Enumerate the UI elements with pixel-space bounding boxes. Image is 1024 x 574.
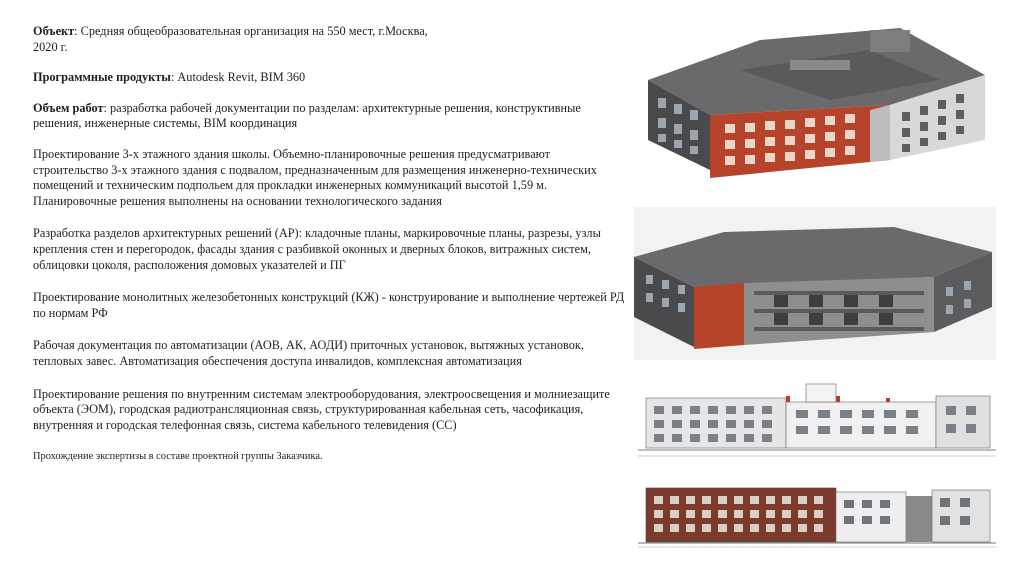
object-year: 2020 г. [33,39,68,54]
software-text: : Autodesk Revit, BIM 360 [170,70,306,85]
bim-model-exterior-image [640,20,992,190]
software-label: Программные продукты [33,70,171,85]
scope-paragraph [33,101,628,132]
building-exterior-illustration [640,20,992,190]
elevation-drawing-image [636,376,998,462]
automation-paragraph: Рабочая документация по автоматизации (АОВ, АК, АОДИ) приточных установок, вытяжных установок, тепловых завес. Автоматизация обеспечения доступа инвалидов, комплексная автоматизация [33,338,584,368]
software-paragraph [33,70,628,86]
colored-elevation-illustration [636,476,998,550]
expertise-note: Прохождение экспертизы в составе проектной группы Заказчика. [33,451,323,463]
scope-label: Объем работ [33,100,104,115]
electrical-paragraph: Проектирование решения по внутренним системам электрооборудования, электроосвещения и молниезащите объекта (ЭОМ), городская радиотрансляционная связь, структурированная кабельная сеть, часофикация, внутренняя и городская телефонная связь, система кабельного телевидения (СС) [33,386,610,432]
object-paragraph [33,24,628,55]
architecture-paragraph: Разработка разделов архитектурных решений (АР): кладочные планы, маркировочные планы, разрезы, узлы крепления стен и перегородок, фасады здания с разбивкой оконных и дверных блоков, витражных систем, облицовки цоколя, расположения домовых указателей и ПГ [33,226,601,272]
elevation-drawing-colored-image [636,476,998,550]
structure-paragraph: Проектирование монолитных железобетонных конструкций (КЖ) - конструирование и выполнение чертежей РД по нормам РФ [33,290,625,320]
elevation-drawing-illustration [636,376,998,462]
building-section-illustration [634,207,996,360]
design-paragraph: Проектирование 3-х этажного здания школы. Объемно-планировочные решения предусматривают строительство 3-х этажного здания с подвалом, предназначенным для размещения инженерно-технических помещений и техническим подпольем для прокладки инженерных коммуникаций высотой 1,59 м. Планировочные решения выполнены на основании технологического задания [33,146,597,208]
object-label: Объект [33,24,75,38]
description-column [33,24,628,480]
object-text: : Средняя общеобразовательная организация на 550 мест, г.Москва, [74,24,428,38]
scope-text: : разработка рабочей документации по разделам: архитектурные решения, конструктивные решения, инженерные системы, BIM координация [33,100,581,131]
bim-model-section-image [634,207,996,360]
